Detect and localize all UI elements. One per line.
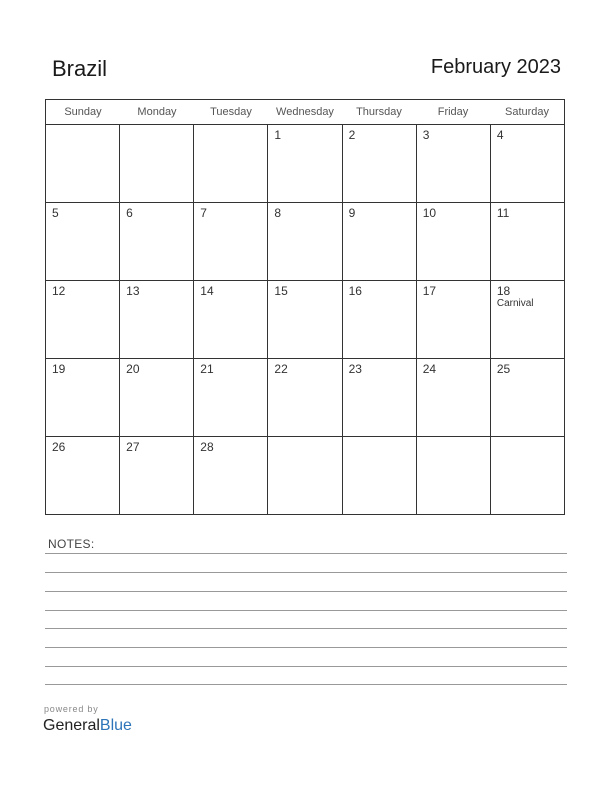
weekday-header-row (46, 100, 564, 125)
day-number: 11 (496, 206, 510, 220)
day-cell (268, 203, 342, 280)
day-cell (120, 437, 194, 514)
day-number: 10 (422, 206, 437, 220)
day-cell (194, 359, 268, 436)
day-cell (120, 125, 194, 202)
day-number: 23 (348, 362, 362, 376)
week-row (46, 125, 564, 203)
day-cell (343, 125, 417, 202)
notes-label: NOTES: (48, 537, 95, 551)
weekday-header: Wednesday (276, 106, 334, 118)
weekday-header: Friday (437, 106, 469, 118)
day-number: 5 (52, 206, 59, 220)
weekday-header: Sunday (64, 106, 102, 118)
day-cell (417, 203, 491, 280)
generalblue-logo (43, 717, 132, 735)
day-cell (46, 125, 120, 202)
day-cell (268, 281, 342, 358)
day-cell (268, 359, 342, 436)
day-number: 2 (348, 128, 356, 142)
week-row (46, 437, 564, 514)
day-number: 18 (496, 284, 511, 298)
day-number: 8 (274, 206, 282, 220)
day-number: 9 (348, 206, 356, 220)
day-cell (120, 203, 194, 280)
day-number: 19 (52, 362, 66, 376)
week-row (46, 203, 564, 281)
day-cell (491, 203, 564, 280)
day-number: 21 (200, 362, 214, 376)
day-number: 20 (126, 362, 140, 376)
day-cell (343, 437, 417, 514)
day-number: 6 (126, 206, 133, 220)
week-row (46, 359, 564, 437)
weekday-header: Monday (137, 106, 177, 118)
day-number: 12 (52, 284, 66, 298)
logo-text-blue: Blue (99, 717, 132, 734)
day-cell (268, 437, 342, 514)
day-cell (194, 203, 268, 280)
weekday-header: Saturday (504, 106, 550, 118)
day-cell (268, 125, 342, 202)
day-number: 1 (274, 128, 282, 142)
day-cell (194, 125, 268, 202)
day-number: 16 (348, 284, 362, 298)
logo-text-general: General (43, 717, 100, 734)
day-cell (46, 281, 120, 358)
day-cell (343, 281, 417, 358)
day-cell (417, 125, 491, 202)
day-number: 26 (52, 440, 66, 454)
note-line (45, 553, 567, 554)
day-number: 22 (274, 362, 288, 376)
week-row (46, 281, 564, 359)
day-number: 27 (126, 440, 140, 454)
day-cell (120, 281, 194, 358)
note-line (45, 591, 567, 592)
note-line (45, 572, 567, 573)
day-number: 13 (126, 284, 140, 298)
day-number: 14 (200, 284, 214, 298)
note-line (45, 647, 567, 648)
day-number: 24 (422, 362, 437, 376)
day-cell (194, 437, 268, 514)
day-number: 4 (496, 128, 504, 142)
day-cell (417, 359, 491, 436)
day-cell (491, 281, 564, 358)
day-cell (343, 203, 417, 280)
weekday-header: Thursday (356, 106, 402, 118)
day-cell (194, 281, 268, 358)
weekday-header: Tuesday (210, 106, 252, 118)
day-number: 25 (496, 362, 511, 376)
holiday-label: Carnival (496, 298, 534, 309)
day-cell (417, 281, 491, 358)
day-cell (343, 359, 417, 436)
day-number: 15 (274, 284, 288, 298)
note-line (45, 628, 567, 629)
day-cell (417, 437, 491, 514)
powered-by-text: powered by (44, 704, 99, 714)
day-cell (46, 203, 120, 280)
day-cell (46, 359, 120, 436)
note-line (45, 684, 567, 685)
day-number: 17 (422, 284, 437, 298)
day-cell (491, 359, 564, 436)
day-number: 28 (200, 440, 214, 454)
day-number: 3 (422, 128, 430, 142)
month-title: February 2023 (430, 56, 561, 78)
day-number: 7 (200, 206, 207, 220)
day-cell (491, 437, 564, 514)
day-cell (120, 359, 194, 436)
day-cell (46, 437, 120, 514)
note-line (45, 666, 567, 667)
day-cell (491, 125, 564, 202)
calendar-grid (45, 99, 565, 515)
country-title: Brazil (52, 56, 108, 81)
note-line (45, 610, 567, 611)
